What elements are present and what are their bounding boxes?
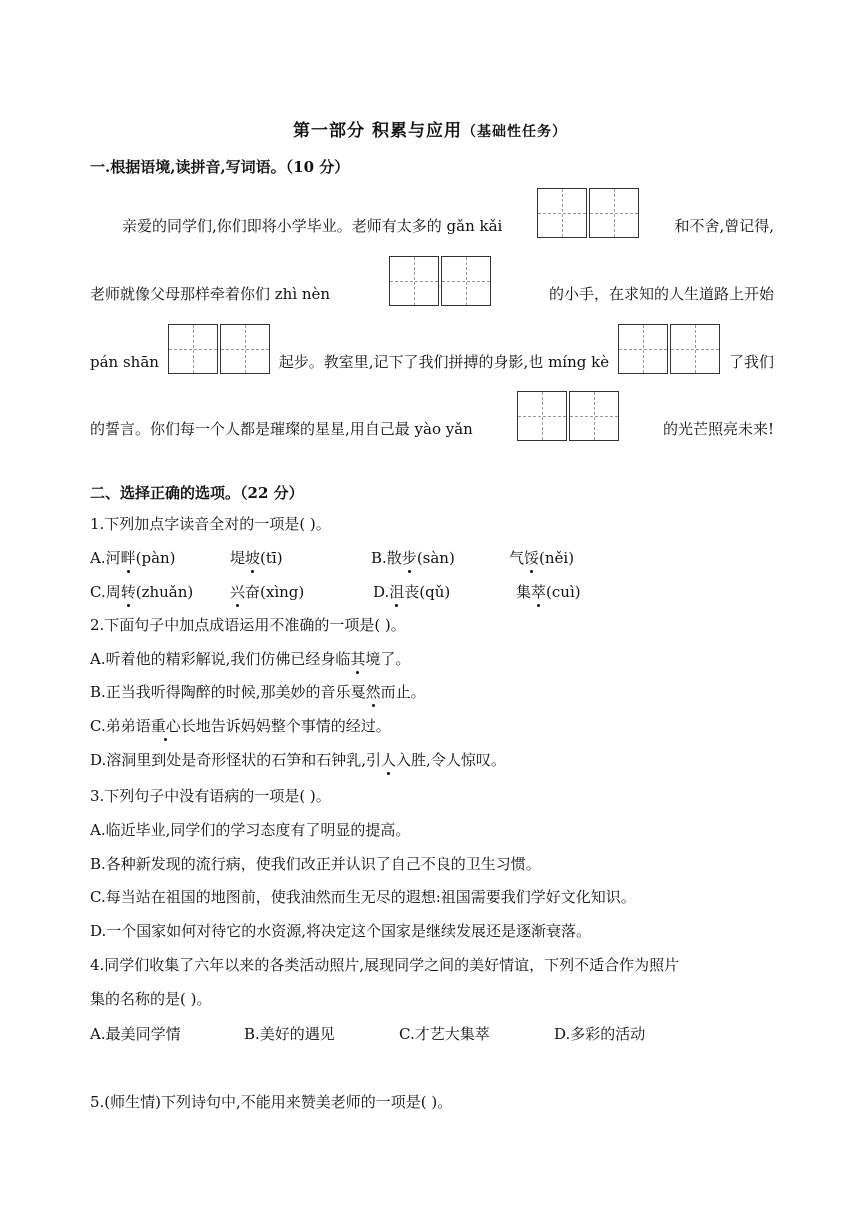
plain-text: 长地告诉妈妈整个事情的经过。 (180, 717, 391, 735)
pinyin: (pàn) (135, 549, 176, 567)
q2-stem: 2.下面句子中加点成语运用不准确的一项是( )。 (90, 616, 406, 634)
dotted-char: 坡 (245, 549, 261, 567)
q3-option-b[interactable]: B.各种新发现的流行病，使我们改正并认识了自己不良的卫生习惯。 (90, 855, 541, 873)
dotted-char: 转 (120, 583, 136, 601)
plain-text: 胜,令人惊叹。 (411, 751, 506, 769)
answer-grid-zhinen[interactable] (389, 256, 491, 306)
grid-cell[interactable] (670, 324, 720, 374)
fill-line-1-text-a: 亲爱的同学们,你们即将小学毕业。老师有太多的 gǎn kǎi (122, 217, 503, 235)
option-label: B.散 (371, 549, 402, 567)
fill-line-3-text-a: pán shān (90, 353, 159, 371)
fill-line-2 (90, 256, 774, 306)
grid-cell[interactable] (517, 391, 567, 441)
dotted-idiom: 重心 (150, 717, 181, 735)
q2-option-a[interactable] (90, 649, 410, 669)
grid-cell[interactable] (389, 256, 439, 306)
pinyin: (qǔ) (419, 583, 451, 601)
fill-line-4-text-a: 的誓言。你们每一个人都是璀璨的星星,用自己最 yào yǎn (90, 420, 473, 438)
dotted-idiom: 戛然而 (350, 683, 396, 701)
fill-line-3-text-c: 了我们 (728, 353, 774, 371)
part-title-main: 第一部分 积累与应用 (293, 121, 462, 141)
q3-option-a[interactable]: A.临近毕业,同学们的学习态度有了明显的提高。 (90, 821, 411, 839)
plain-char: 集 (516, 583, 532, 601)
grid-cell[interactable] (441, 256, 491, 306)
plain-char: 堤 (230, 549, 246, 567)
plain-char: 气 (509, 549, 525, 567)
q1-option-d[interactable] (373, 581, 450, 602)
dotted-char: 兴 (230, 583, 246, 601)
dotted-char: 沮 (389, 583, 405, 601)
part-title (0, 116, 860, 141)
section2-title: 二、选择正确的选项。（22 分） (90, 484, 304, 502)
dotted-idiom: 临其境 (335, 650, 381, 668)
fill-line-2-text-a: 老师就像父母那样牵着你们 zhì nèn (90, 285, 331, 303)
option-label: C.周 (90, 583, 121, 601)
pinyin: (zhuǎn) (135, 583, 194, 601)
plain-text: B.正当我听得陶醉的时候,那美妙的音乐 (90, 683, 351, 701)
q3-option-c[interactable]: C.每当站在祖国的地图前，使我油然而生无尽的遐想:祖国需要我们学好文化知识。 (90, 888, 636, 906)
q4-stem-line1: 4.同学们收集了六年以来的各类活动照片,展现同学之间的美好情谊，下列不适合作为照片 (90, 956, 680, 974)
dotted-char: 萃 (531, 583, 547, 601)
option-label: A.河 (90, 549, 121, 567)
q3-option-d[interactable]: D.一个国家如何对待它的水资源,将决定这个国家是继续发展还是逐渐衰落。 (90, 922, 592, 940)
q4-option-d[interactable]: D.多彩的活动 (554, 1025, 646, 1043)
q2-option-c[interactable] (90, 716, 391, 736)
plain-text: C.弟弟语 (90, 717, 151, 735)
grid-cell[interactable] (569, 391, 619, 441)
pinyin: (sàn) (416, 549, 455, 567)
fill-line-4-text-b: 的光芒照亮未来! (662, 420, 774, 438)
fill-line-4 (90, 391, 774, 441)
grid-cell[interactable] (168, 324, 218, 374)
pinyin: (xìng) (260, 583, 305, 601)
grid-cell[interactable] (589, 188, 639, 238)
answer-grid-panshan[interactable] (168, 324, 270, 374)
dotted-idiom: 引人入 (366, 751, 412, 769)
dotted-char: 馁 (524, 549, 540, 567)
q1-option-c[interactable] (90, 581, 193, 602)
fill-line-3 (90, 324, 774, 374)
fill-line-1-text-b: 和不舍,曾记得, (674, 217, 774, 235)
section1-title: 一.根据语境,读拼音,写词语。（10 分） (90, 158, 350, 176)
q1-stem: 1.下列加点字读音全对的一项是( )。 (90, 515, 331, 533)
pinyin: (něi) (539, 549, 575, 567)
q1-option-b2 (509, 547, 574, 568)
grid-cell[interactable] (220, 324, 270, 374)
q1-option-a2 (230, 547, 283, 568)
fill-line-3-text-b: 起步。教室里,记下了我们拼搏的身影,也 míng kè (278, 353, 610, 371)
answer-grid-mingke[interactable] (618, 324, 720, 374)
plain-text: D.溶洞里到处是奇形怪状的石笋和石钟乳, (90, 751, 367, 769)
dotted-char: 步 (401, 549, 417, 567)
q3-stem: 3.下列句子中没有语病的一项是( )。 (90, 787, 331, 805)
pinyin: (tī) (260, 549, 283, 567)
q4-option-a[interactable]: A.最美同学情 (90, 1025, 181, 1043)
q4-stem-line2: 集的名称的是( )。 (90, 990, 212, 1008)
plain-char: 奋 (245, 583, 261, 601)
fill-line-1 (90, 188, 774, 238)
dotted-char: 畔 (120, 549, 136, 567)
grid-cell[interactable] (537, 188, 587, 238)
grid-cell[interactable] (618, 324, 668, 374)
q2-option-b[interactable] (90, 682, 426, 702)
q1-option-d2 (516, 581, 581, 602)
part-title-sub: （基础性任务） (461, 124, 567, 140)
plain-text: A.听着他的精彩解说,我们仿佛已经身 (90, 650, 336, 668)
plain-text: 止。 (395, 683, 426, 701)
q2-option-d[interactable] (90, 750, 506, 770)
pinyin: (cuì) (546, 583, 581, 601)
answer-grid-gankai[interactable] (537, 188, 639, 238)
plain-char: 丧 (404, 583, 420, 601)
q1-option-b[interactable] (371, 547, 455, 568)
plain-text: 了。 (380, 650, 411, 668)
q1-option-c2 (230, 581, 304, 602)
q4-option-b[interactable]: B.美好的遇见 (244, 1025, 335, 1043)
fill-line-2-text-b: 的小手，在求知的人生道路上开始 (548, 285, 774, 303)
q4-option-c[interactable]: C.才艺大集萃 (399, 1025, 490, 1043)
q5-stem: 5.(师生情)下列诗句中,不能用来赞美老师的一项是( )。 (90, 1093, 453, 1111)
q1-option-a[interactable] (90, 547, 176, 568)
answer-grid-yaoyan[interactable] (517, 391, 619, 441)
option-label: D. (373, 583, 390, 601)
